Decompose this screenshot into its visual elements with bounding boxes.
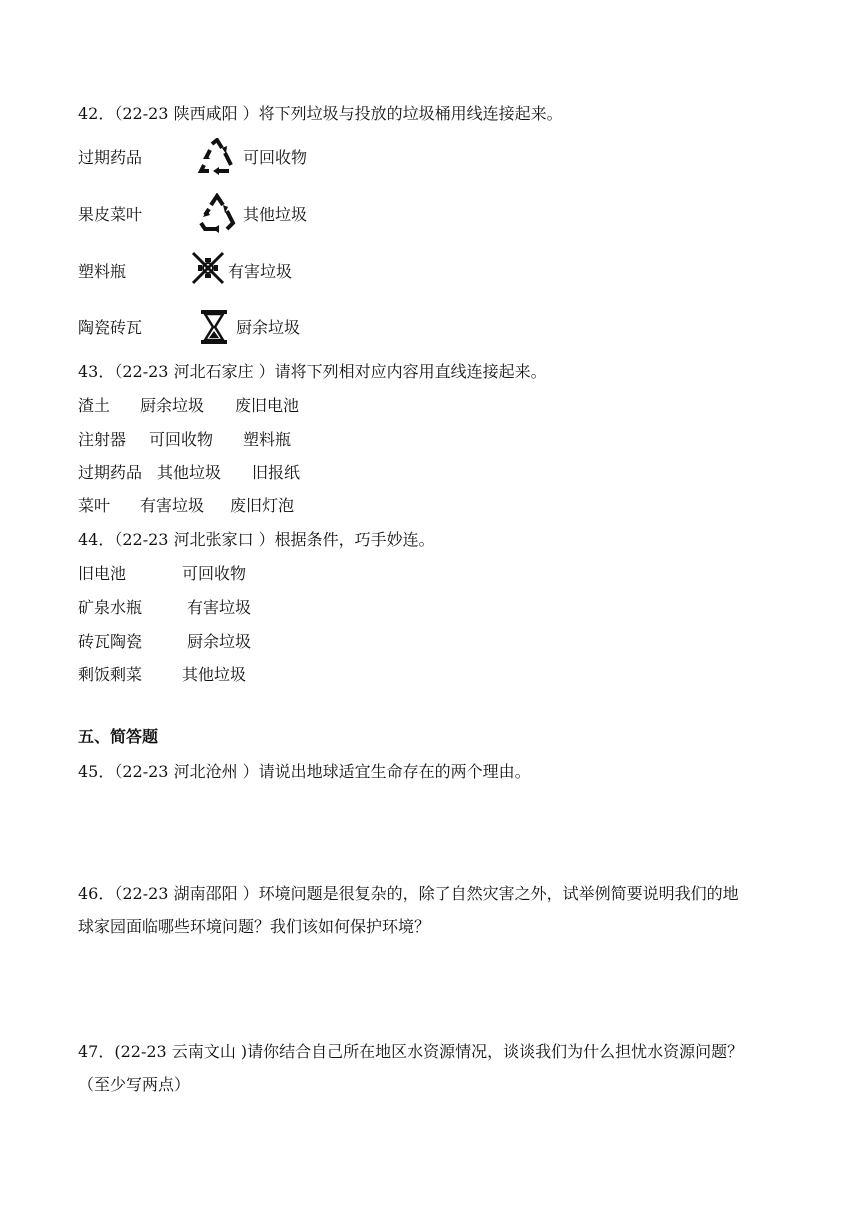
q44-row-2-col-b: 有害垃圾 — [187, 598, 252, 617]
q42-left-item-1: 过期药品 — [78, 148, 143, 167]
q44-row-3-col-b: 厨余垃圾 — [187, 632, 252, 651]
question-43-title: 43．（22-23 河北石家庄 ）请将下列相对应内容用直线连接起来。 — [78, 362, 547, 381]
q43-row-3-col-c: 旧报纸 — [252, 463, 301, 482]
q42-left-item-2: 果皮菜叶 — [78, 205, 143, 224]
q44-row-4-col-b: 其他垃圾 — [182, 665, 247, 684]
q44-row-2-col-a: 矿泉水瓶 — [78, 598, 143, 617]
hourglass-icon — [200, 309, 228, 345]
q43-row-4-col-c: 废旧灯泡 — [230, 496, 295, 515]
q43-row-2-col-c: 塑料瓶 — [243, 430, 292, 449]
q43-row-1-col-c: 废旧电池 — [235, 396, 300, 415]
question-47-line-2: （至少写两点） — [78, 1075, 191, 1094]
q42-right-item-2: 其他垃圾 — [243, 205, 308, 224]
q43-row-4-col-a: 菜叶 — [78, 496, 111, 515]
q43-row-1-col-b: 厨余垃圾 — [140, 396, 205, 415]
q44-row-3-col-a: 砖瓦陶瓷 — [78, 632, 143, 651]
question-44-title: 44．（22-23 河北张家口 ）根据条件，巧手妙连。 — [78, 530, 435, 549]
q43-row-2-col-a: 注射器 — [78, 430, 127, 449]
q43-row-3-col-a: 过期药品 — [78, 463, 143, 482]
q42-right-item-1: 可回收物 — [243, 148, 308, 167]
q43-row-1-col-a: 渣土 — [78, 396, 111, 415]
q43-row-4-col-b: 有害垃圾 — [140, 496, 205, 515]
question-46-line-1: 46．（22-23 湖南邵阳 ）环境问题是很复杂的，除了自然灾害之外，试举例简要说明我们的地 — [78, 884, 739, 903]
hazard-cross-icon — [190, 250, 226, 286]
q43-row-3-col-b: 其他垃圾 — [157, 463, 222, 482]
recycle-icon — [197, 193, 237, 235]
q42-left-item-3: 塑料瓶 — [78, 262, 127, 281]
q42-left-item-4: 陶瓷砖瓦 — [78, 318, 143, 337]
question-46-line-2: 球家园面临哪些环境问题？我们该如何保护环境？ — [78, 917, 431, 936]
q42-right-item-3: 有害垃圾 — [228, 262, 293, 281]
q42-right-item-4: 厨余垃圾 — [236, 318, 301, 337]
question-47-line-1: 47．(22-23 云南文山 )请你结合自己所在地区水资源情况，谈谈我们为什么担忧水资源问题？ — [78, 1042, 744, 1061]
recycle-icon — [195, 138, 239, 178]
q44-row-4-col-a: 剩饭剩菜 — [78, 665, 143, 684]
q44-row-1-col-b: 可回收物 — [182, 564, 247, 583]
section-heading: 五、简答题 — [78, 727, 159, 746]
question-45-title: 45．（22-23 河北沧州 ）请说出地球适宜生命存在的两个理由。 — [78, 762, 531, 781]
q44-row-1-col-a: 旧电池 — [78, 564, 127, 583]
question-42-title: 42．（22-23 陕西咸阳 ）将下列垃圾与投放的垃圾桶用线连接起来。 — [78, 104, 563, 123]
q43-row-2-col-b: 可回收物 — [149, 430, 214, 449]
